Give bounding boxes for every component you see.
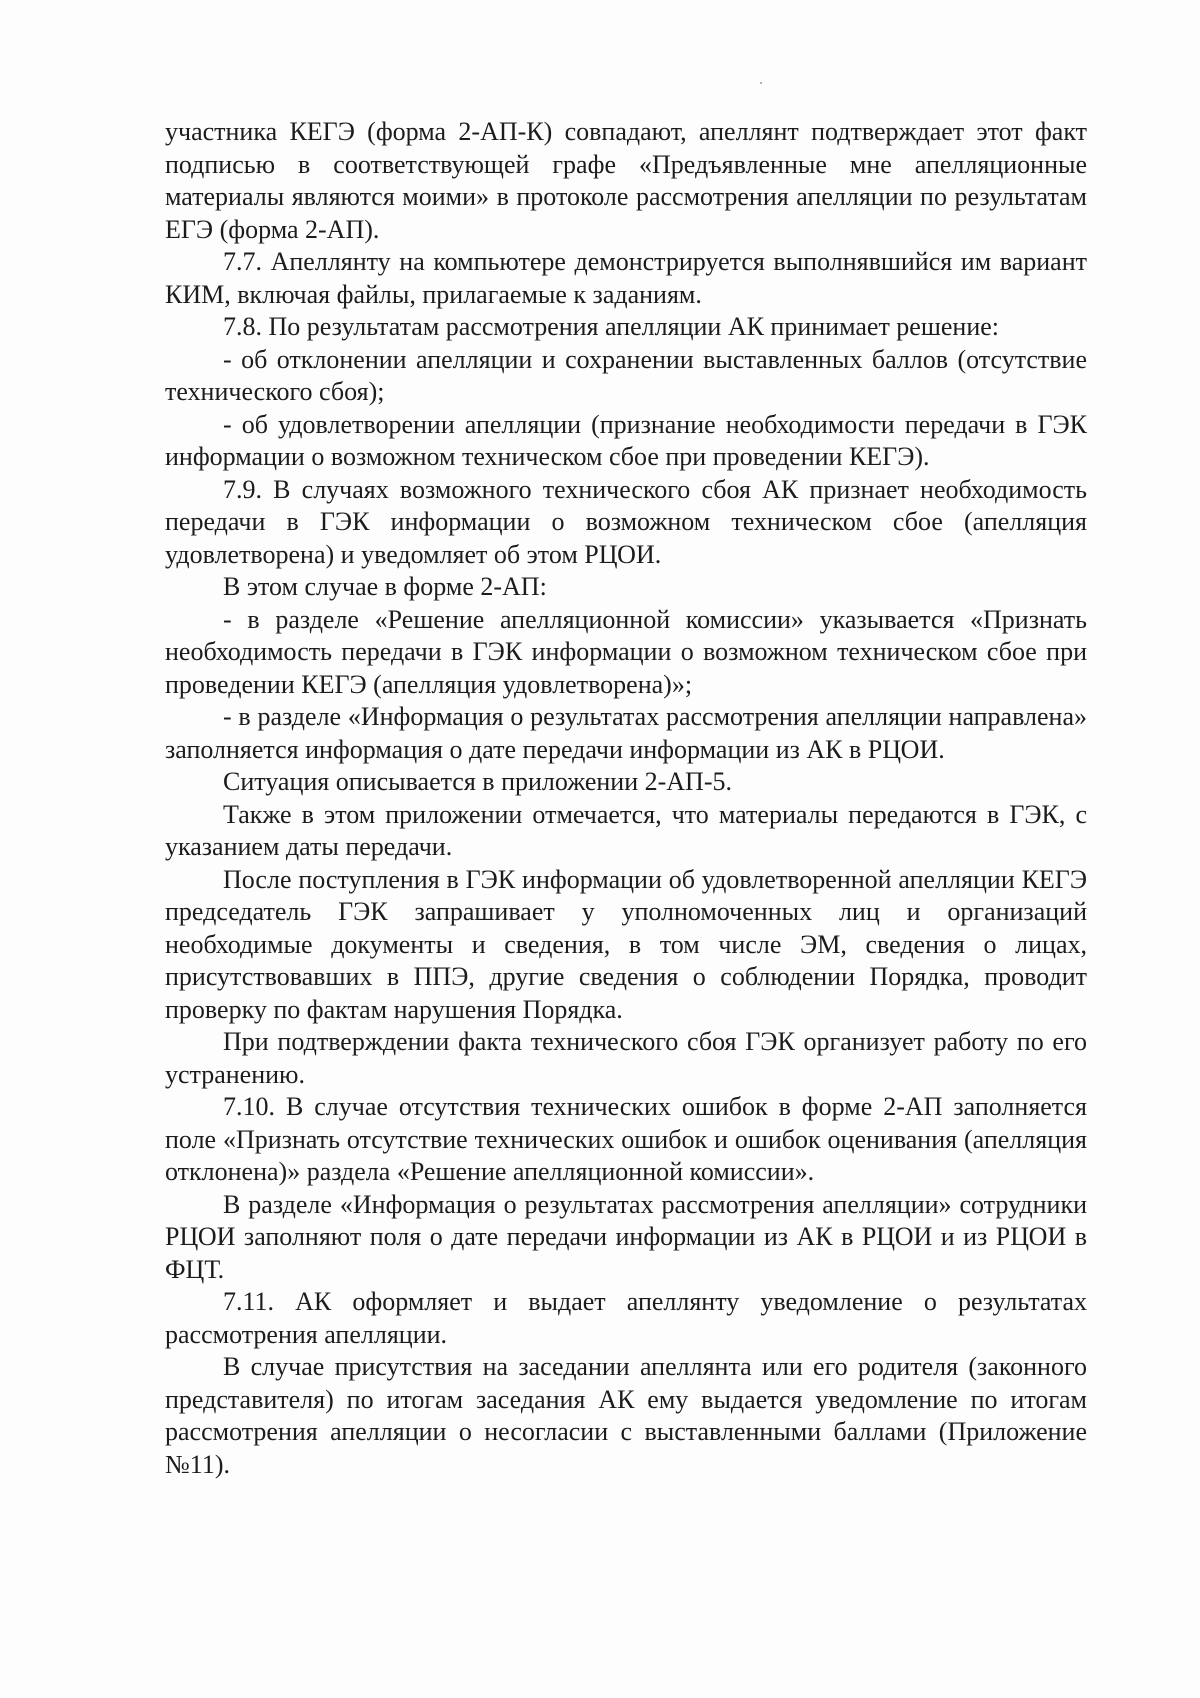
paragraph-failure-fix: При подтверждении факта технического сбоя ГЭК организует работу по его устранению. [165, 1027, 1087, 1089]
paragraph-form-2ap-k: участника КЕГЭ (форма 2-АП-К) совпадают, апеллянт подтверждает этот факт подписью в соответствующей графе «Предъявленные мне апелляционные материалы являются моими» в протоколе рассмотрения апелляции по результатам ЕГЭ (форма 2-АП). [165, 117, 1087, 244]
paragraph-materials-transfer: Также в этом приложении отмечается, что материалы передаются в ГЭК, с указанием даты передачи. [165, 799, 1087, 861]
paragraph-appendix-2ap-5: Ситуация описывается в приложении 2-АП-5. [223, 767, 732, 796]
paragraph-notification: В случае присутствия на заседании апеллянта или его родителя (законного представителя) по итогам заседания АК ему выдается уведомление по итогам рассмотрения апелляции о несогласии с выставленными баллами (Приложение №11). [165, 1352, 1087, 1479]
paragraph-form-2ap-case: В этом случае в форме 2-АП: [223, 572, 547, 601]
paragraph-7-11: 7.11. АК оформляет и выдает апеллянту уведомление о результатах рассмотрения апелляции. [165, 1287, 1087, 1349]
paragraph-rcoi-fields: В разделе «Информация о результатах рассмотрения апелляции» сотрудники РЦОИ заполняют поля о дате передачи информации из АК в РЦОИ и из РЦОИ в ФЦТ. [165, 1189, 1087, 1284]
paragraph-7-8: 7.8. По результатам рассмотрения апелляции АК принимает решение: [223, 312, 1000, 341]
paragraph-section-decision: - в разделе «Решение апелляционной комиссии» указывается «Признать необходимость передачи в ГЭК информации о возможном техническом сбое при проведении КЕГЭ (апелляция удовлетворена)»; [165, 604, 1087, 699]
paragraph-decision-reject: - об отклонении апелляции и сохранении выставленных баллов (отсутствие технического сбоя); [165, 344, 1087, 406]
paragraph-section-info: - в разделе «Информация о результатах рассмотрения апелляции направлена» заполняется информация о дате передачи информации из АК в РЦОИ. [165, 702, 1087, 764]
paragraph-gek-check: После поступления в ГЭК информации об удовлетворенной апелляции КЕГЭ председатель ГЭК запрашивает у уполномоченных лиц и организаций необходимые документы и сведения, в том числе ЭМ, сведения о лицах, присутствовавших в ППЭ, другие сведения о соблюдении Порядка, проводит проверку по фактам нарушения Порядка. [165, 864, 1087, 1024]
paragraph-7-10: 7.10. В случае отсутствия технических ошибок в форме 2-АП заполняется поле «Признать отсутствие технических ошибок и ошибок оценивания (апелляция отклонена)» раздела «Решение апелляционной комиссии». [165, 1092, 1087, 1186]
paragraph-7-9: 7.9. В случаях возможного технического сбоя АК признает необходимость передачи в ГЭК информации о возможном техническом сбое (апелляция удовлетворена) и уведомляет об этом РЦОИ. [165, 474, 1087, 569]
document-body [165, 116, 1087, 1481]
paragraph-decision-satisfy: - об удовлетворении апелляции (признание необходимости передачи в ГЭК информации о возможном техническом сбое при проведении КЕГЭ). [165, 409, 1087, 471]
scan-speck [760, 82, 762, 84]
paragraph-7-7: 7.7. Апеллянту на компьютере демонстрируется выполнявшийся им вариант КИМ, включая файлы, прилагаемые к заданиям. [165, 247, 1087, 309]
